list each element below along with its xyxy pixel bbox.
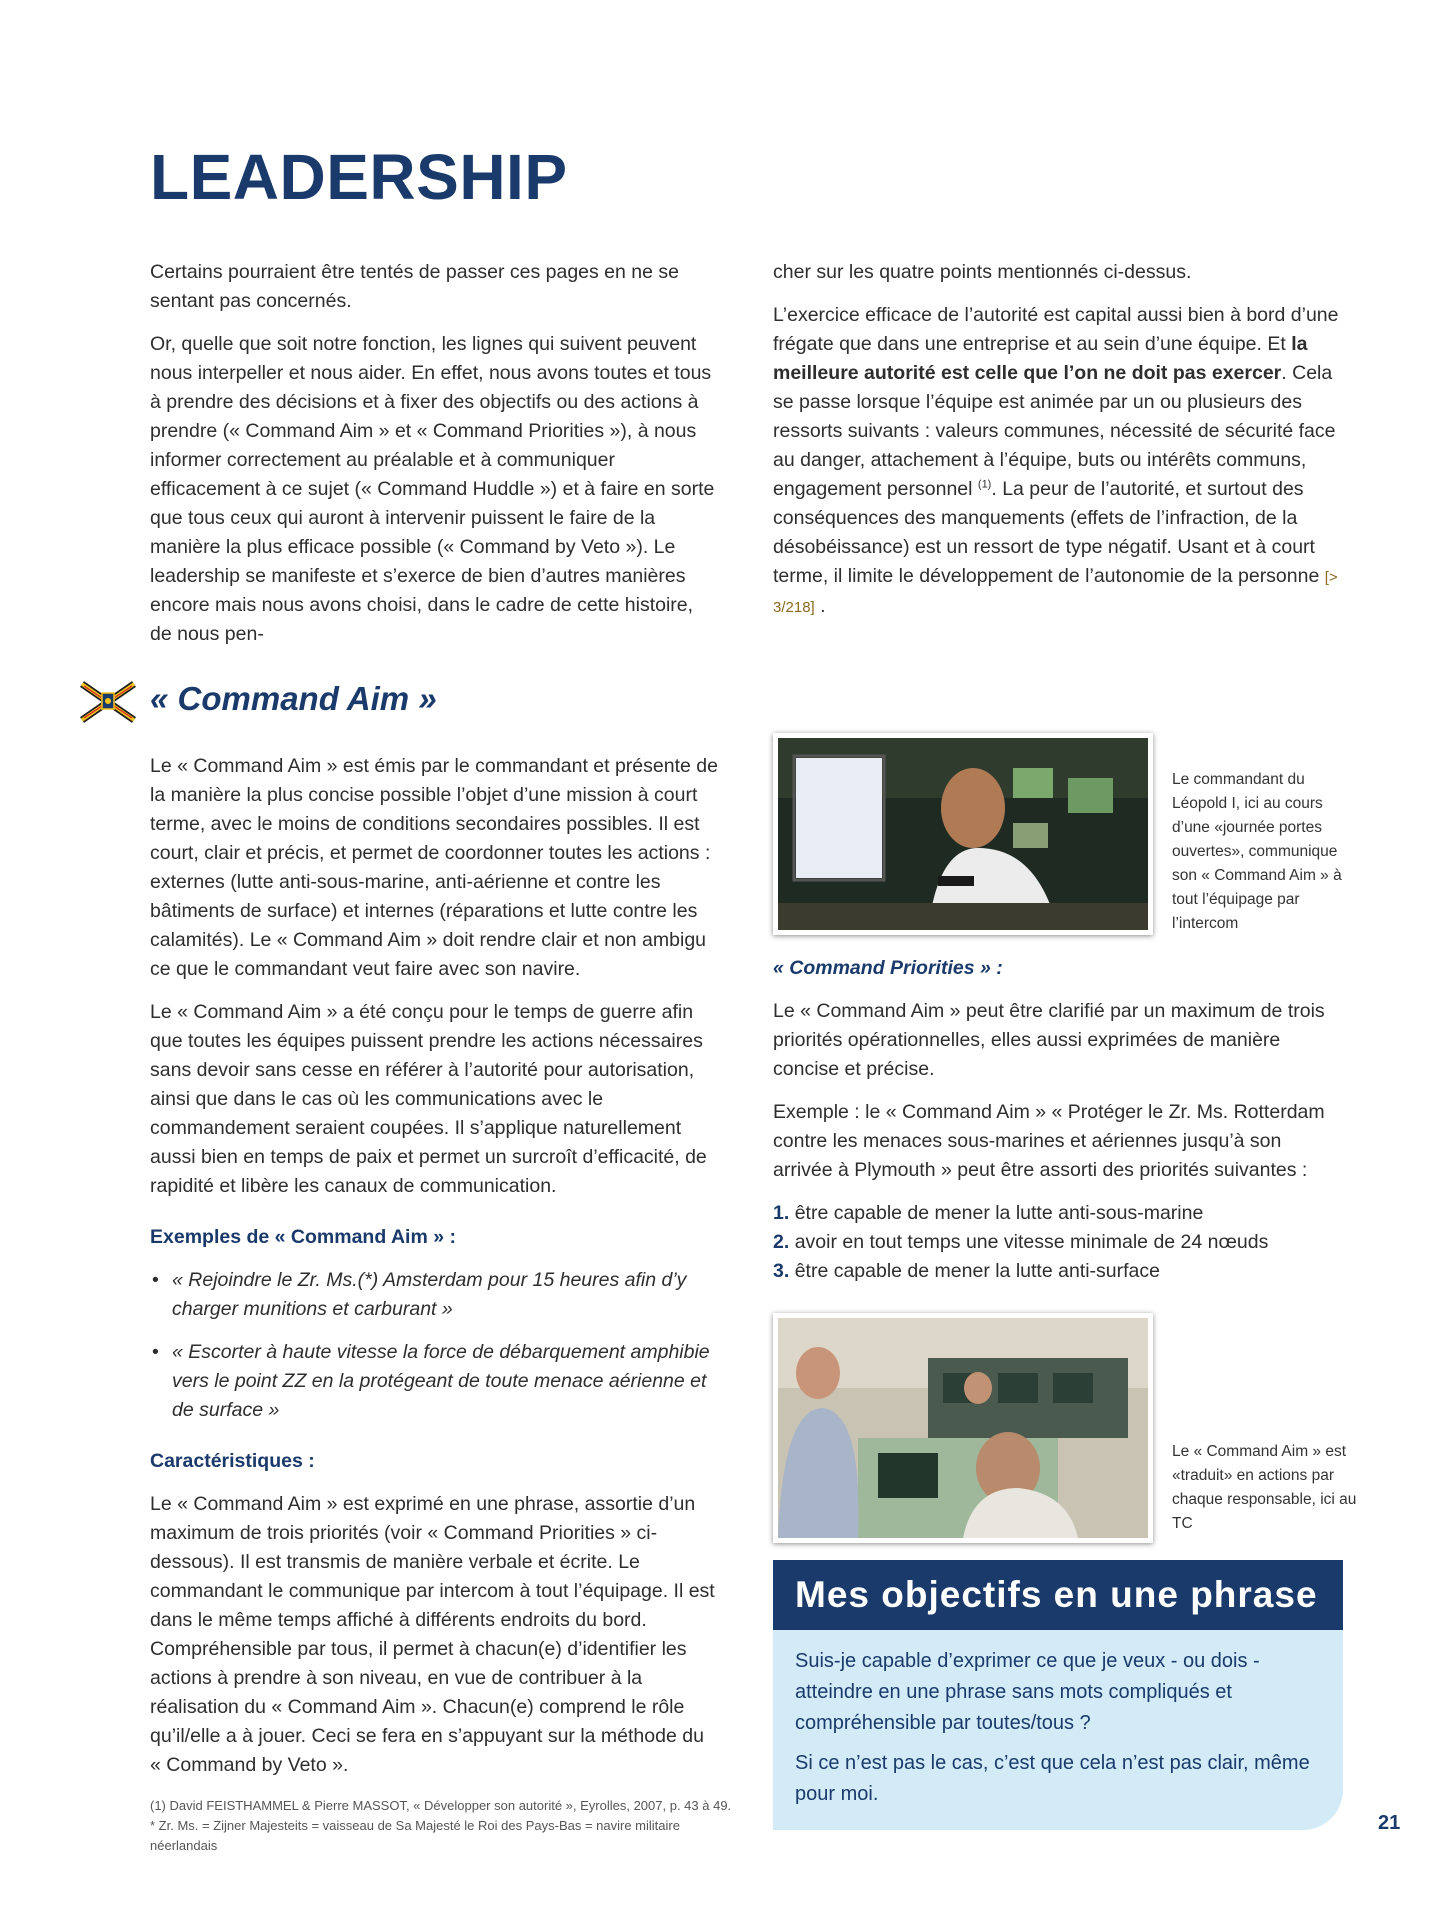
- command-aim-column: [150, 752, 720, 1794]
- naval-emblem-icon: [78, 681, 138, 723]
- list-item: • « Rejoindre le Zr. Ms.(*) Amsterdam pour 15 heures afin d’y charger munitions et carburant »: [172, 1266, 720, 1324]
- priorities-list: [773, 1199, 1343, 1286]
- examples-list: [150, 1266, 720, 1425]
- intro-paragraph: Or, quelle que soit notre fonction, les lignes qui suivent peuvent nous interpeller et nous aider. En effet, nous avons toutes et tous à prendre des décisions et à fixer des objectifs ou des actions à prendre (« Command Aim » et « Command Priorities »), à nous informer correctement au préalable et à communiquer efficacement à ce sujet (« Command Huddle ») et à faire en sorte que tous ceux qui auront à intervenir puissent le faire de la manière la plus efficace possible (« Command by Veto »). Le leadership se manifeste et s’exerce de bien d’autres manières encore mais nous avons choisi, dans le cadre de cette histoire, de nous pen-: [150, 333, 715, 645]
- intro-paragraph: Certains pourraient être tentés de passer ces pages en ne se sentant pas concernés.: [150, 261, 679, 312]
- command-aim-paragraph: Le « Command Aim » est émis par le commandant et présente de la manière la plus concise possible l’objet d’une mission à court terme, avec le moins de conditions secondaires possibles. Il est court, clair et précis, et permet de coordonner toutes les actions : externes (lutte anti-sous-marine, anti-aérienne et contre les bâtiments de surface) et internes (réparations et lutte contre les calamités). Le « Command Aim » doit rendre clair et non ambigu ce que le commandant veut faire avec son navire.: [150, 755, 718, 980]
- reflection-answer: Si ce n’est pas le cas, c’est que cela n’est pas clair, même pour moi.: [795, 1752, 1310, 1805]
- command-aim-paragraph: Le « Command Aim » a été conçu pour le temps de guerre afin que toutes les équipes puissent prendre les actions nécessaires sans devoir sans cesse en référer à l’autorité pour autorisation, ainsi que dans le cas où les communications avec le commandement seraient coupées. Il s’applique naturellement aussi bien en temps de paix et permet un surcroît d’efficacité, de rapidité et libère les canaux de communication.: [150, 1001, 707, 1197]
- authority-paragraph: L’exercice efficace de l’autorité est capital aussi bien à bord d’une frégate que dans une entreprise et au sein d’une équipe. Et la meilleure autorité est celle que l’on ne doit pas exercer. Cela se passe lorsque l’équipe est animée par un ou plusieurs des ressorts suivants : valeurs communes, nécessité de sécurité face au danger, attachement à l’équipe, buts ou intérêts communs, engagement personnel $^{(1)}$. La peur de l’autorité, et surtout des conséquences des manquements (effets de l’infraction, de la désobéissance) est un ressort de type négatif. Usant et à court terme, il limite le développement de l’autonomie de la personne [> 3/218] .: [773, 304, 1339, 617]
- list-item: 3. être capable de mener la lutte anti-surface: [773, 1260, 1160, 1282]
- footnote: * Zr. Ms. = Zijner Majesteits = vaisseau de Sa Majesté le Roi des Pays-Bas = navire militaire néerlandais: [150, 1818, 680, 1853]
- reflection-box-title: Mes objectifs en une phrase: [795, 1574, 1318, 1615]
- characteristics-heading: Caractéristiques :: [150, 1450, 315, 1472]
- priorities-heading: « Command Priorities » :: [773, 957, 1003, 979]
- operations-room-image: [778, 1318, 1148, 1538]
- key-statement: la meilleure autorité est celle que l’on ne doit pas exercer: [773, 333, 1308, 384]
- commander-photo-image: [778, 738, 1148, 930]
- section-title: « Command Aim »: [150, 680, 437, 717]
- photo-caption: Le « Command Aim » est «traduit» en actions par chaque responsable, ici au TC: [1172, 1443, 1357, 1532]
- intro-right-column: [773, 258, 1343, 636]
- priorities-column: [773, 954, 1343, 1286]
- cross-reference-link[interactable]: [> 3/218]: [773, 569, 1338, 616]
- reflection-box-header: [773, 1560, 1343, 1630]
- commander-photo: [773, 733, 1153, 935]
- intro-paragraph: cher sur les quatre points mentionnés ci-dessus.: [773, 261, 1192, 283]
- examples-heading: Exemples de « Command Aim » :: [150, 1226, 456, 1248]
- list-item: 1. être capable de mener la lutte anti-sous-marine: [773, 1202, 1204, 1224]
- list-item: 2. avoir en tout temps une vitesse minimale de 24 nœuds: [773, 1231, 1269, 1253]
- footnotes: [150, 1796, 740, 1856]
- intro-left-column: [150, 258, 720, 663]
- footnote: (1) David FEISTHAMMEL & Pierre MASSOT, « Développer son autorité », Eyrolles, 2007, p. 43 à 49.: [150, 1798, 732, 1813]
- page-title: LEADERSHIP: [150, 141, 568, 213]
- reflection-box-text: [795, 1646, 1325, 1819]
- operations-room-photo: [773, 1313, 1153, 1543]
- example-paragraph: Exemple : le « Command Aim » « Protéger le Zr. Ms. Rotterdam contre les menaces sous-marines et aériennes jusqu’à son arrivée à Plymouth » peut être assorti des priorités suivantes :: [773, 1101, 1325, 1181]
- characteristics-paragraph: Le « Command Aim » est exprimé en une phrase, assortie d’un maximum de trois priorités (voir « Command Priorities » ci-dessous). Il est transmis de manière verbale et écrite. Le commandant le communique par intercom à tout l’équipage. Il est dans le même temps affiché à différents endroits du bord. Compréhensible par tous, il permet à chacun(e) d’identifier les actions à prendre à son niveau, en vue de contribuer à la réalisation du « Command Aim ». Chacun(e) comprend le rôle qu’il/elle a à jouer. Ceci se fera en s’appuyant sur la méthode du « Command by Veto ».: [150, 1493, 715, 1776]
- reflection-question: Suis-je capable d’exprimer ce que je veux - ou dois - atteindre en une phrase sans mots compliqués et compréhensible par toutes/tous ?: [795, 1650, 1260, 1734]
- list-item: • « Escorter à haute vitesse la force de débarquement amphibie vers le point ZZ en la protégeant de toute menace aérienne et de surface »: [172, 1338, 720, 1425]
- photo-caption: Le commandant du Léopold I, ici au cours d’une «journée portes ouvertes», communique son « Command Aim » à tout l’équipage par l’intercom: [1172, 771, 1342, 932]
- footnote-ref: (1): [977, 478, 992, 491]
- priorities-paragraph: Le « Command Aim » peut être clarifié par un maximum de trois priorités opérationnelles, elles aussi exprimées de manière concise et précise.: [773, 1000, 1325, 1080]
- page-number: 21: [1378, 1812, 1401, 1834]
